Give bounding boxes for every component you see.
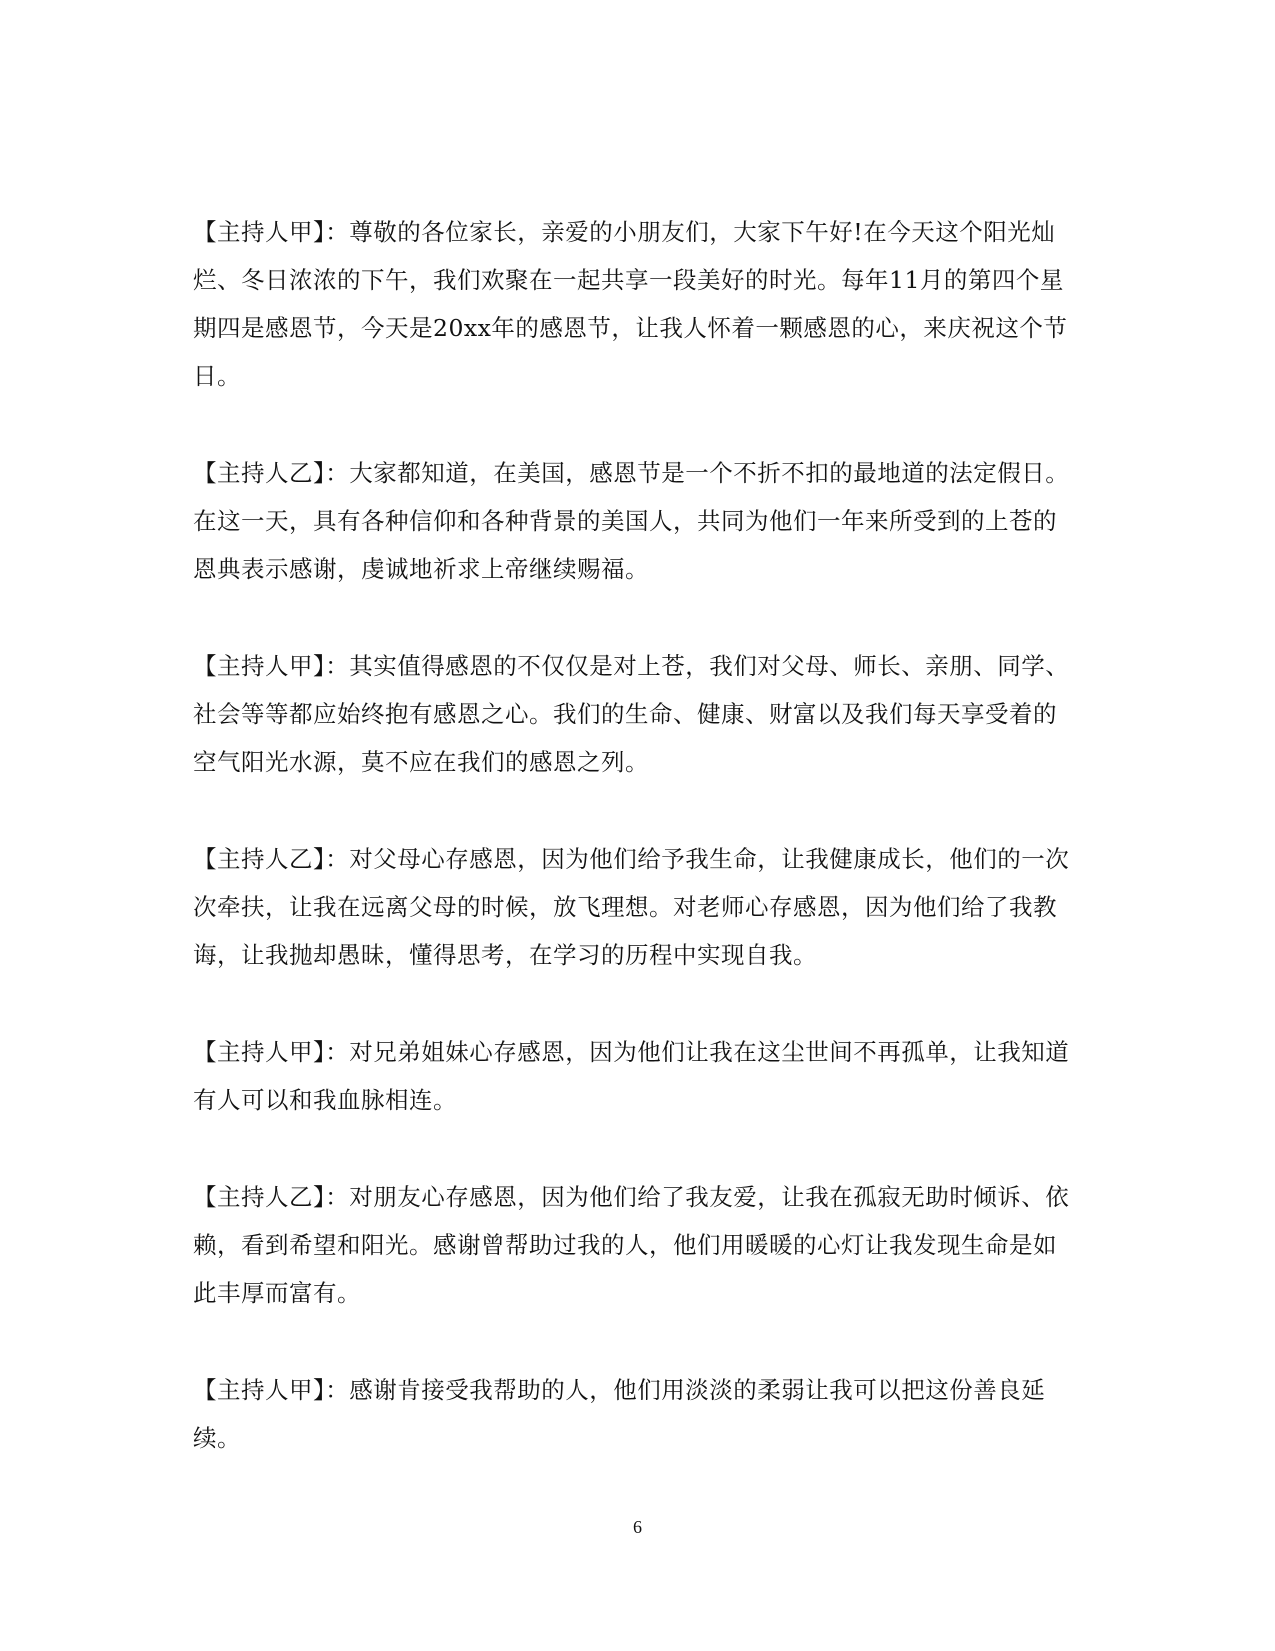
dialogue-text: ：感谢肯接受我帮助的人，他们用淡淡的柔弱让我可以把这份善良延续。 [193, 1376, 1046, 1452]
dialogue-text: ：对兄弟姐妹心存感恩，因为他们让我在这尘世间不再孤单，让我知道有人可以和我血脉相连。 [193, 1038, 1070, 1114]
dialogue-text: ：其实值得感恩的不仅仅是对上苍，我们对父母、师长、亲朋、同学、社会等等都应始终抱有感恩之心。我们的生命、健康、财富以及我们每天享受着的空气阳光水源，莫不应在我们的感恩之列。 [193, 652, 1070, 776]
speaker-label: 【主持人乙】 [193, 845, 326, 873]
page-number: 6 [633, 1517, 642, 1537]
speaker-label: 【主持人乙】 [193, 1183, 326, 1211]
dialogue-paragraph [193, 1366, 1073, 1462]
dialogue-text: ：对朋友心存感恩，因为他们给了我友爱，让我在孤寂无助时倾诉、依赖，看到希望和阳光。感谢曾帮助过我的人，他们用暖暖的心灯让我发现生命是如此丰厚而富有。 [193, 1183, 1070, 1307]
speaker-label: 【主持人甲】 [193, 1376, 326, 1404]
speaker-label: 【主持人乙】 [193, 459, 326, 487]
speaker-label: 【主持人甲】 [193, 1038, 326, 1066]
dialogue-paragraph [193, 449, 1073, 593]
dialogue-paragraph [193, 208, 1073, 400]
dialogue-text: ：尊敬的各位家长，亲爱的小朋友们，大家下午好!在今天这个阳光灿烂、冬日浓浓的下午，我们欢聚在一起共享一段美好的时光。每年11月的第四个星期四是感恩节，今天是20xx年的感恩节，让我人怀着一颗感恩的心，来庆祝这个节日。 [193, 218, 1068, 390]
dialogue-paragraph [193, 1173, 1073, 1317]
dialogue-paragraph [193, 835, 1073, 979]
dialogue-paragraph [193, 642, 1073, 786]
dialogue-text: ：大家都知道，在美国，感恩节是一个不折不扣的最地道的法定假日。在这一天，具有各种信仰和各种背景的美国人，共同为他们一年来所受到的上苍的恩典表示感谢，虔诚地祈求上帝继续赐福。 [193, 459, 1070, 583]
dialogue-paragraph [193, 1028, 1073, 1124]
dialogue-text: ：对父母心存感恩，因为他们给予我生命，让我健康成长，他们的一次次牵扶，让我在远离父母的时候，放飞理想。对老师心存感恩，因为他们给了我教诲，让我抛却愚昧，懂得思考，在学习的历程中实现自我。 [193, 845, 1070, 969]
speaker-label: 【主持人甲】 [193, 652, 326, 680]
speaker-label: 【主持人甲】 [193, 218, 326, 246]
document-body [193, 208, 1073, 1511]
